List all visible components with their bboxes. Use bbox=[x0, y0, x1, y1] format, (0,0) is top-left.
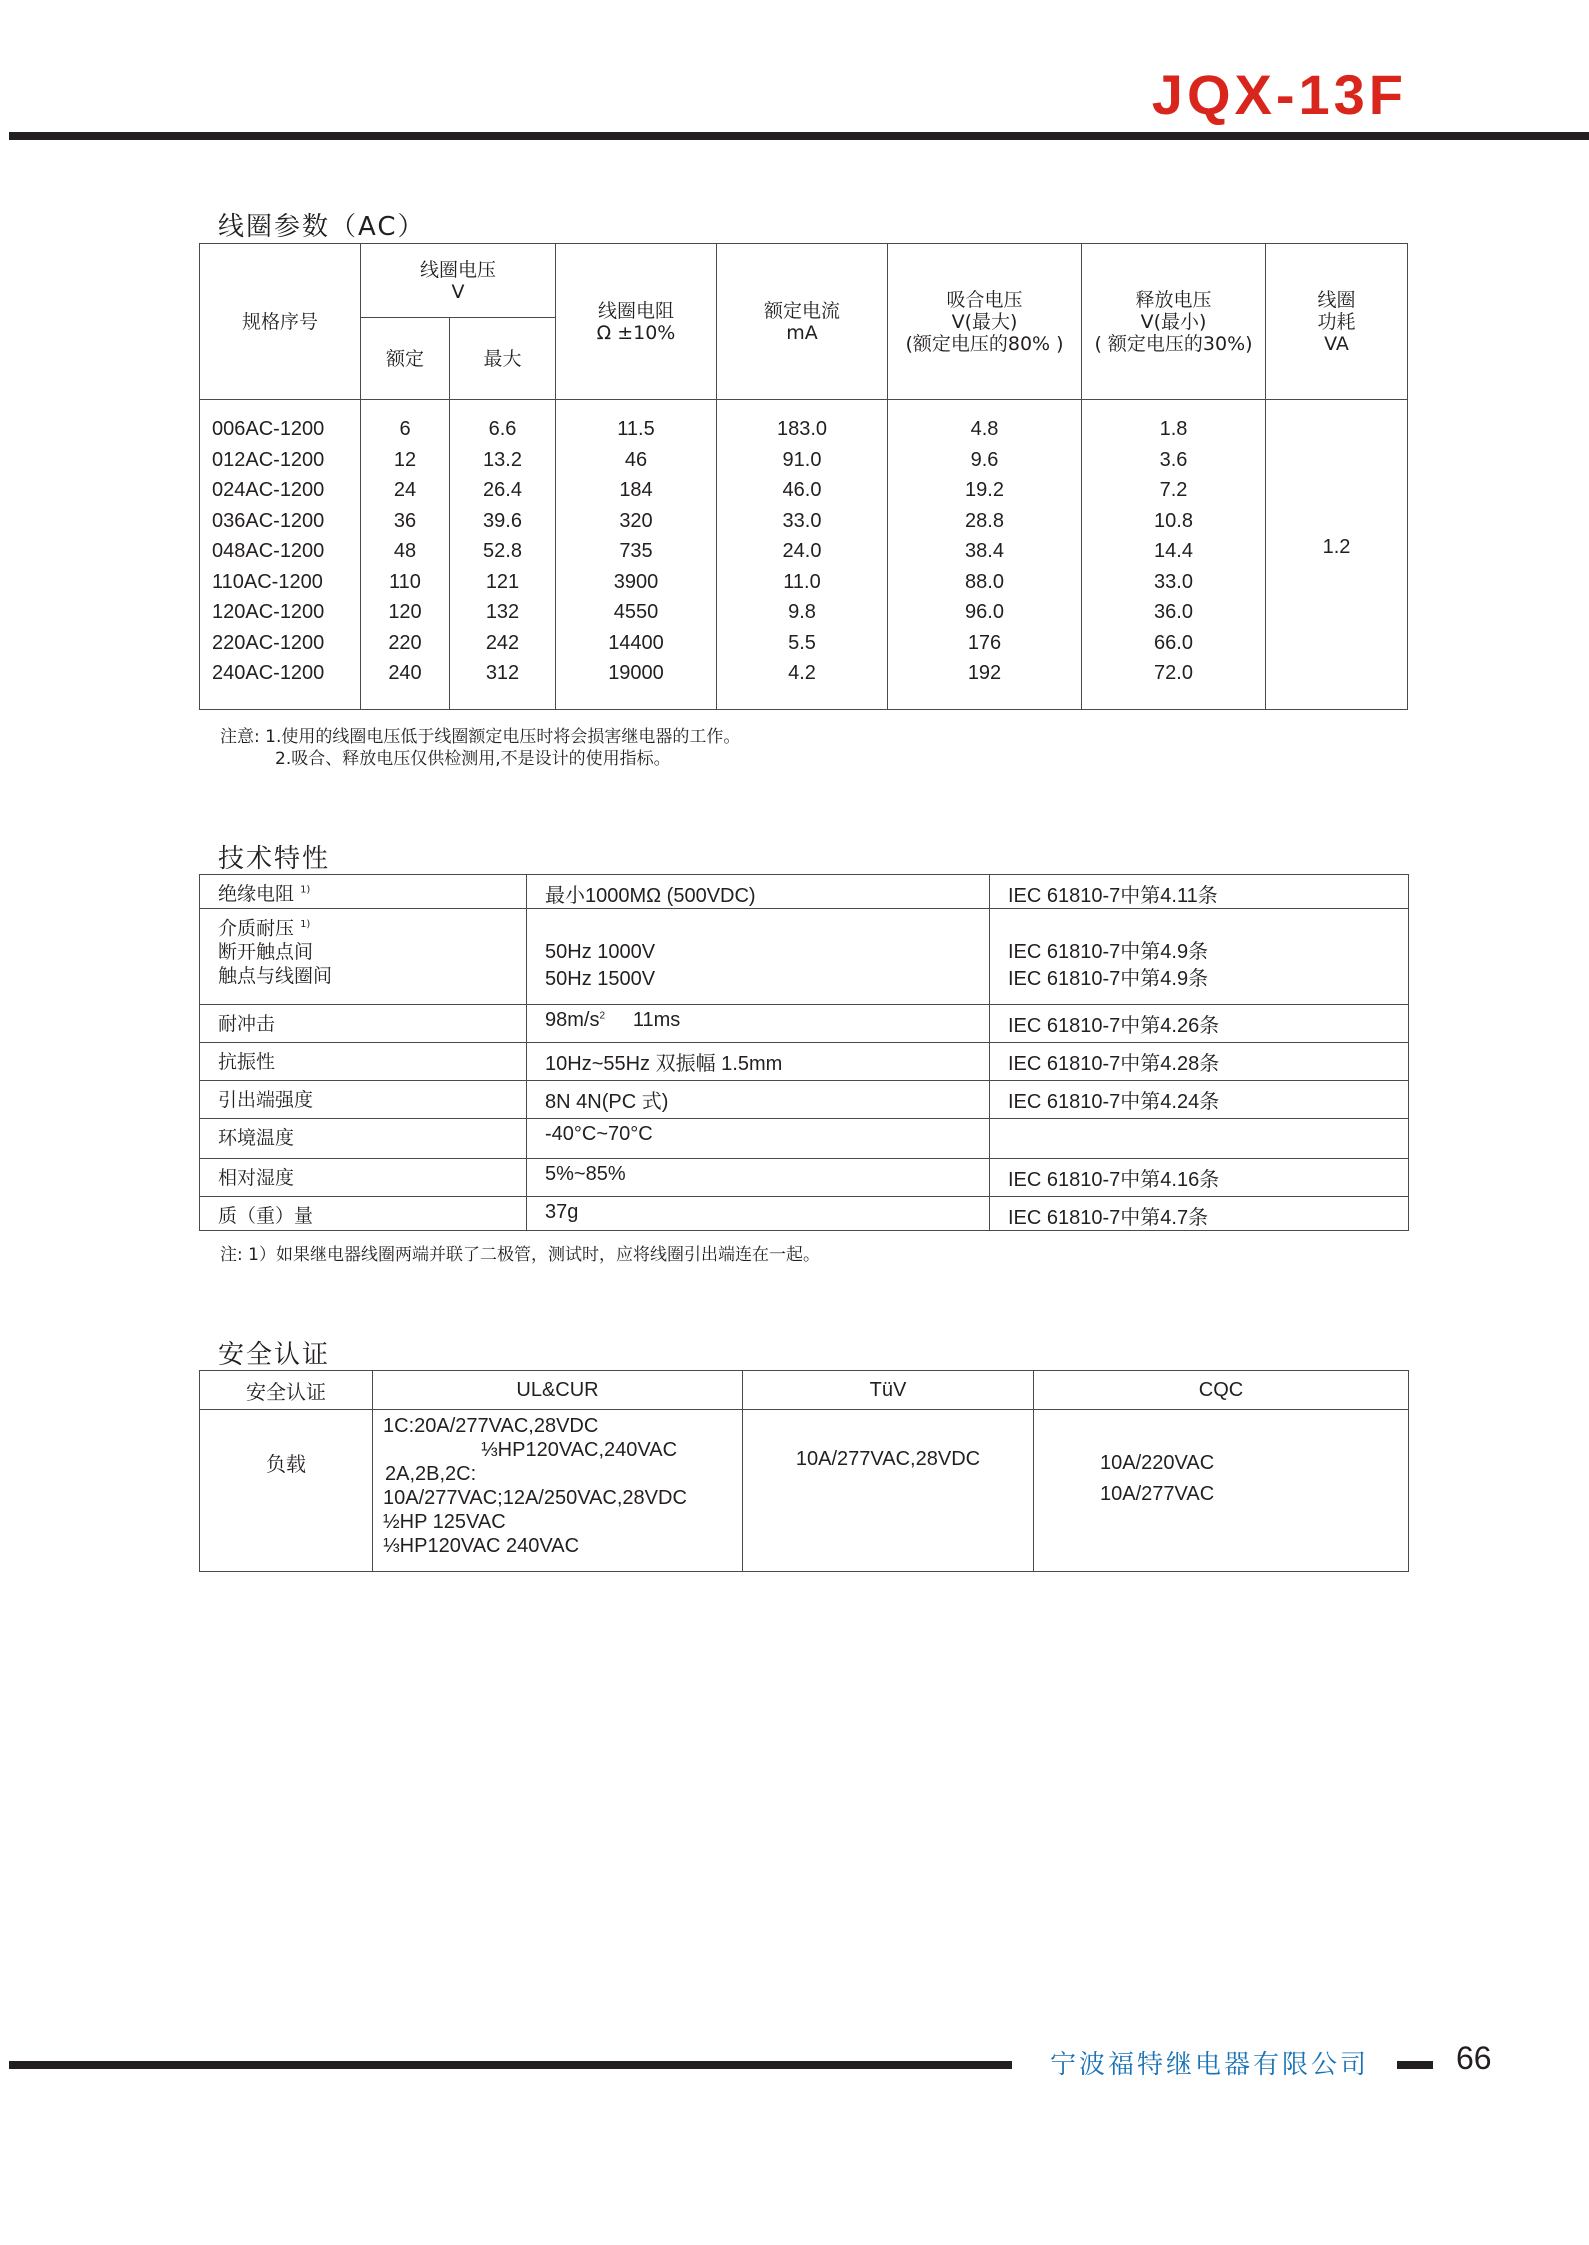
cell-pickup: 96.0 bbox=[965, 601, 1004, 623]
cert-header-ul: UL&CUR bbox=[373, 1371, 743, 1410]
cell-resistance: 11.5 bbox=[617, 418, 655, 440]
table-row: 环境温度 -40°C~70°C bbox=[200, 1119, 1409, 1159]
cell-max: 6.6 bbox=[488, 418, 517, 440]
header-rated: 额定 bbox=[361, 318, 450, 400]
cell-max: 13.2 bbox=[483, 448, 522, 471]
cell-rated: 240 bbox=[388, 662, 422, 684]
header-coil-voltage: 线圈电压 V bbox=[361, 244, 556, 318]
release-column bbox=[1082, 400, 1266, 710]
cell-pickup: 88.0 bbox=[965, 570, 1004, 593]
cell-resistance: 735 bbox=[619, 540, 653, 562]
cell-spec: 240AC-1200 bbox=[212, 662, 325, 684]
pickup-column bbox=[888, 400, 1082, 710]
cert-header-label: 安全认证 bbox=[200, 1371, 373, 1410]
cert-table bbox=[199, 1370, 1409, 1572]
cell-rated: 24 bbox=[393, 479, 417, 501]
cqc-ratings: 10A/220VAC 10A/277VAC bbox=[1034, 1410, 1409, 1572]
cell-release: 1.8 bbox=[1159, 418, 1188, 440]
table-row: 介质耐压 $^{1)}$ 断开触点间 触点与线圈间 50Hz 1000V 50Hz 1500V IEC 61810-7中第4.9条 IEC 61810-7中第4.9条 bbox=[200, 909, 1409, 1005]
cell-pickup: 28.8 bbox=[965, 509, 1004, 532]
cell-current: 46.0 bbox=[782, 479, 822, 501]
cell-spec: 036AC-1200 bbox=[212, 509, 325, 532]
cell-spec: 024AC-1200 bbox=[212, 479, 325, 501]
cell-current: 183.0 bbox=[776, 418, 828, 440]
cell-max: 26.4 bbox=[483, 479, 522, 501]
table-row: 引出端强度 8N 4N(PC 式) IEC 61810-7中第4.24条 bbox=[200, 1081, 1409, 1119]
company-name: 宁波福特继电器有限公司 bbox=[1050, 2050, 1370, 2080]
cell-spec: 048AC-1200 bbox=[212, 540, 325, 562]
table-row: 抗振性 10Hz~55Hz 双振幅 1.5mm IEC 61810-7中第4.28条 bbox=[200, 1043, 1409, 1081]
cell-current: 4.2 bbox=[788, 662, 816, 684]
tech-table bbox=[199, 874, 1409, 1231]
power-value: 1.2 bbox=[1266, 400, 1408, 710]
cell-current: 9.8 bbox=[788, 601, 816, 623]
cell-rated: 220 bbox=[388, 631, 422, 654]
spec-column bbox=[200, 400, 361, 710]
footer-rule bbox=[9, 2061, 1012, 2069]
cell-current: 11.0 bbox=[783, 570, 821, 593]
header-release-voltage: 释放电压 V(最小) ( 额定电压的30%) bbox=[1082, 244, 1266, 400]
table-row: 绝缘电阻 $^{1)}$ 最小1000MΩ (500VDC) IEC 61810-7中第4.11条 bbox=[200, 875, 1409, 909]
cell-release: 33.0 bbox=[1154, 570, 1193, 593]
header-current: 额定电流 mA bbox=[717, 244, 888, 400]
table-row: 耐冲击 $98m/s^2$ 11ms IEC 61810-7中第4.26条 bbox=[200, 1005, 1409, 1043]
cell-resistance: 3900 bbox=[613, 570, 659, 593]
cell-spec: 006AC-1200 bbox=[212, 418, 325, 440]
footer-dash bbox=[1397, 2061, 1433, 2069]
cell-max: 39.6 bbox=[483, 509, 522, 532]
cell-release: 7.2 bbox=[1159, 479, 1188, 501]
cell-release: 14.4 bbox=[1154, 540, 1193, 562]
cell-rated: 12 bbox=[393, 448, 417, 471]
cell-resistance: 320 bbox=[619, 509, 653, 532]
header-resistance: 线圈电阻 Ω ±10% bbox=[556, 244, 717, 400]
cell-spec: 120AC-1200 bbox=[212, 601, 325, 623]
coil-notes bbox=[220, 726, 740, 770]
cell-release: 72.0 bbox=[1154, 662, 1193, 684]
cell-current: 33.0 bbox=[782, 509, 822, 532]
header-spec: 规格序号 bbox=[200, 244, 361, 400]
cell-max: 312 bbox=[485, 662, 520, 684]
table-row: 质（重）量 37g IEC 61810-7中第4.7条 bbox=[200, 1197, 1409, 1231]
cell-pickup: 176 bbox=[967, 631, 1002, 654]
header-pickup-voltage: 吸合电压 V(最大) (额定电压的80% ) bbox=[888, 244, 1082, 400]
cell-pickup: 192 bbox=[967, 662, 1002, 684]
cell-max: 132 bbox=[485, 601, 520, 623]
cell-rated: 120 bbox=[388, 601, 422, 623]
cell-release: 3.6 bbox=[1159, 448, 1188, 471]
resistance-column bbox=[556, 400, 717, 710]
cell-spec: 220AC-1200 bbox=[212, 631, 325, 654]
cell-pickup: 19.2 bbox=[965, 479, 1004, 501]
header-rule bbox=[9, 132, 1589, 140]
coil-note-1: 注意: 1.使用的线圈电压低于线圈额定电压时将会损害继电器的工作。 bbox=[220, 727, 741, 747]
cell-max: 121 bbox=[485, 570, 520, 593]
table-row: 相对湿度 5%~85% IEC 61810-7中第4.16条 bbox=[200, 1159, 1409, 1197]
cell-pickup: 9.6 bbox=[970, 448, 999, 471]
cell-release: 36.0 bbox=[1154, 601, 1193, 623]
max-column bbox=[450, 400, 556, 710]
cell-max: 242 bbox=[485, 631, 520, 654]
coil-section-title: 线圈参数（AC） bbox=[218, 212, 426, 242]
tech-section-title: 技术特性 bbox=[218, 844, 331, 874]
rated-column bbox=[361, 400, 450, 710]
cell-release: 10.8 bbox=[1154, 509, 1193, 532]
coil-note-2: 2.吸合、释放电压仅供检测用,不是设计的使用指标。 bbox=[275, 749, 671, 769]
cell-max: 52.8 bbox=[483, 540, 522, 562]
cell-rated: 48 bbox=[393, 540, 417, 562]
cell-resistance: 19000 bbox=[608, 662, 664, 684]
cell-resistance: 14400 bbox=[608, 631, 664, 654]
cell-pickup: 4.8 bbox=[970, 418, 999, 440]
header-max: 最大 bbox=[450, 318, 556, 400]
document-title: JQX-13F bbox=[1151, 63, 1407, 126]
cell-spec: 012AC-1200 bbox=[212, 448, 325, 471]
cert-header-tuv: TüV bbox=[743, 1371, 1034, 1410]
cert-section-title: 安全认证 bbox=[218, 1340, 331, 1370]
cell-rated: 110 bbox=[389, 570, 421, 593]
header-power: 线圈 功耗 VA bbox=[1266, 244, 1408, 400]
cell-current: 5.5 bbox=[788, 631, 816, 654]
cell-rated: 6 bbox=[399, 418, 411, 440]
tech-note: 注: 1）如果继电器线圈两端并联了二极管，测试时，应将线圈引出端连在一起。 bbox=[220, 1245, 820, 1265]
cell-resistance: 184 bbox=[619, 479, 653, 501]
current-column bbox=[717, 400, 888, 710]
ul-ratings: 1C:20A/277VAC,28VDC ⅓HP120VAC,240VAC 2A,2B,2C: 10A/277VAC;12A/250VAC,28VDC ½HP 125VAC ⅓HP120VAC 240VAC bbox=[373, 1410, 743, 1572]
cell-current: 91.0 bbox=[782, 448, 822, 471]
cert-header-cqc: CQC bbox=[1034, 1371, 1409, 1410]
page-number: 66 bbox=[1456, 2040, 1492, 2076]
cell-current: 24.0 bbox=[782, 540, 822, 562]
cell-spec: 110AC-1200 bbox=[212, 570, 323, 593]
cell-release: 66.0 bbox=[1154, 631, 1193, 654]
table-row bbox=[200, 1410, 1409, 1572]
tuv-rating: 10A/277VAC,28VDC bbox=[743, 1410, 1034, 1572]
cell-pickup: 38.4 bbox=[965, 540, 1004, 562]
cell-resistance: 46 bbox=[624, 448, 648, 471]
cell-rated: 36 bbox=[393, 509, 417, 532]
cell-resistance: 4550 bbox=[613, 601, 659, 623]
coil-parameters-table bbox=[199, 243, 1408, 710]
load-label: 负载 bbox=[200, 1410, 373, 1572]
